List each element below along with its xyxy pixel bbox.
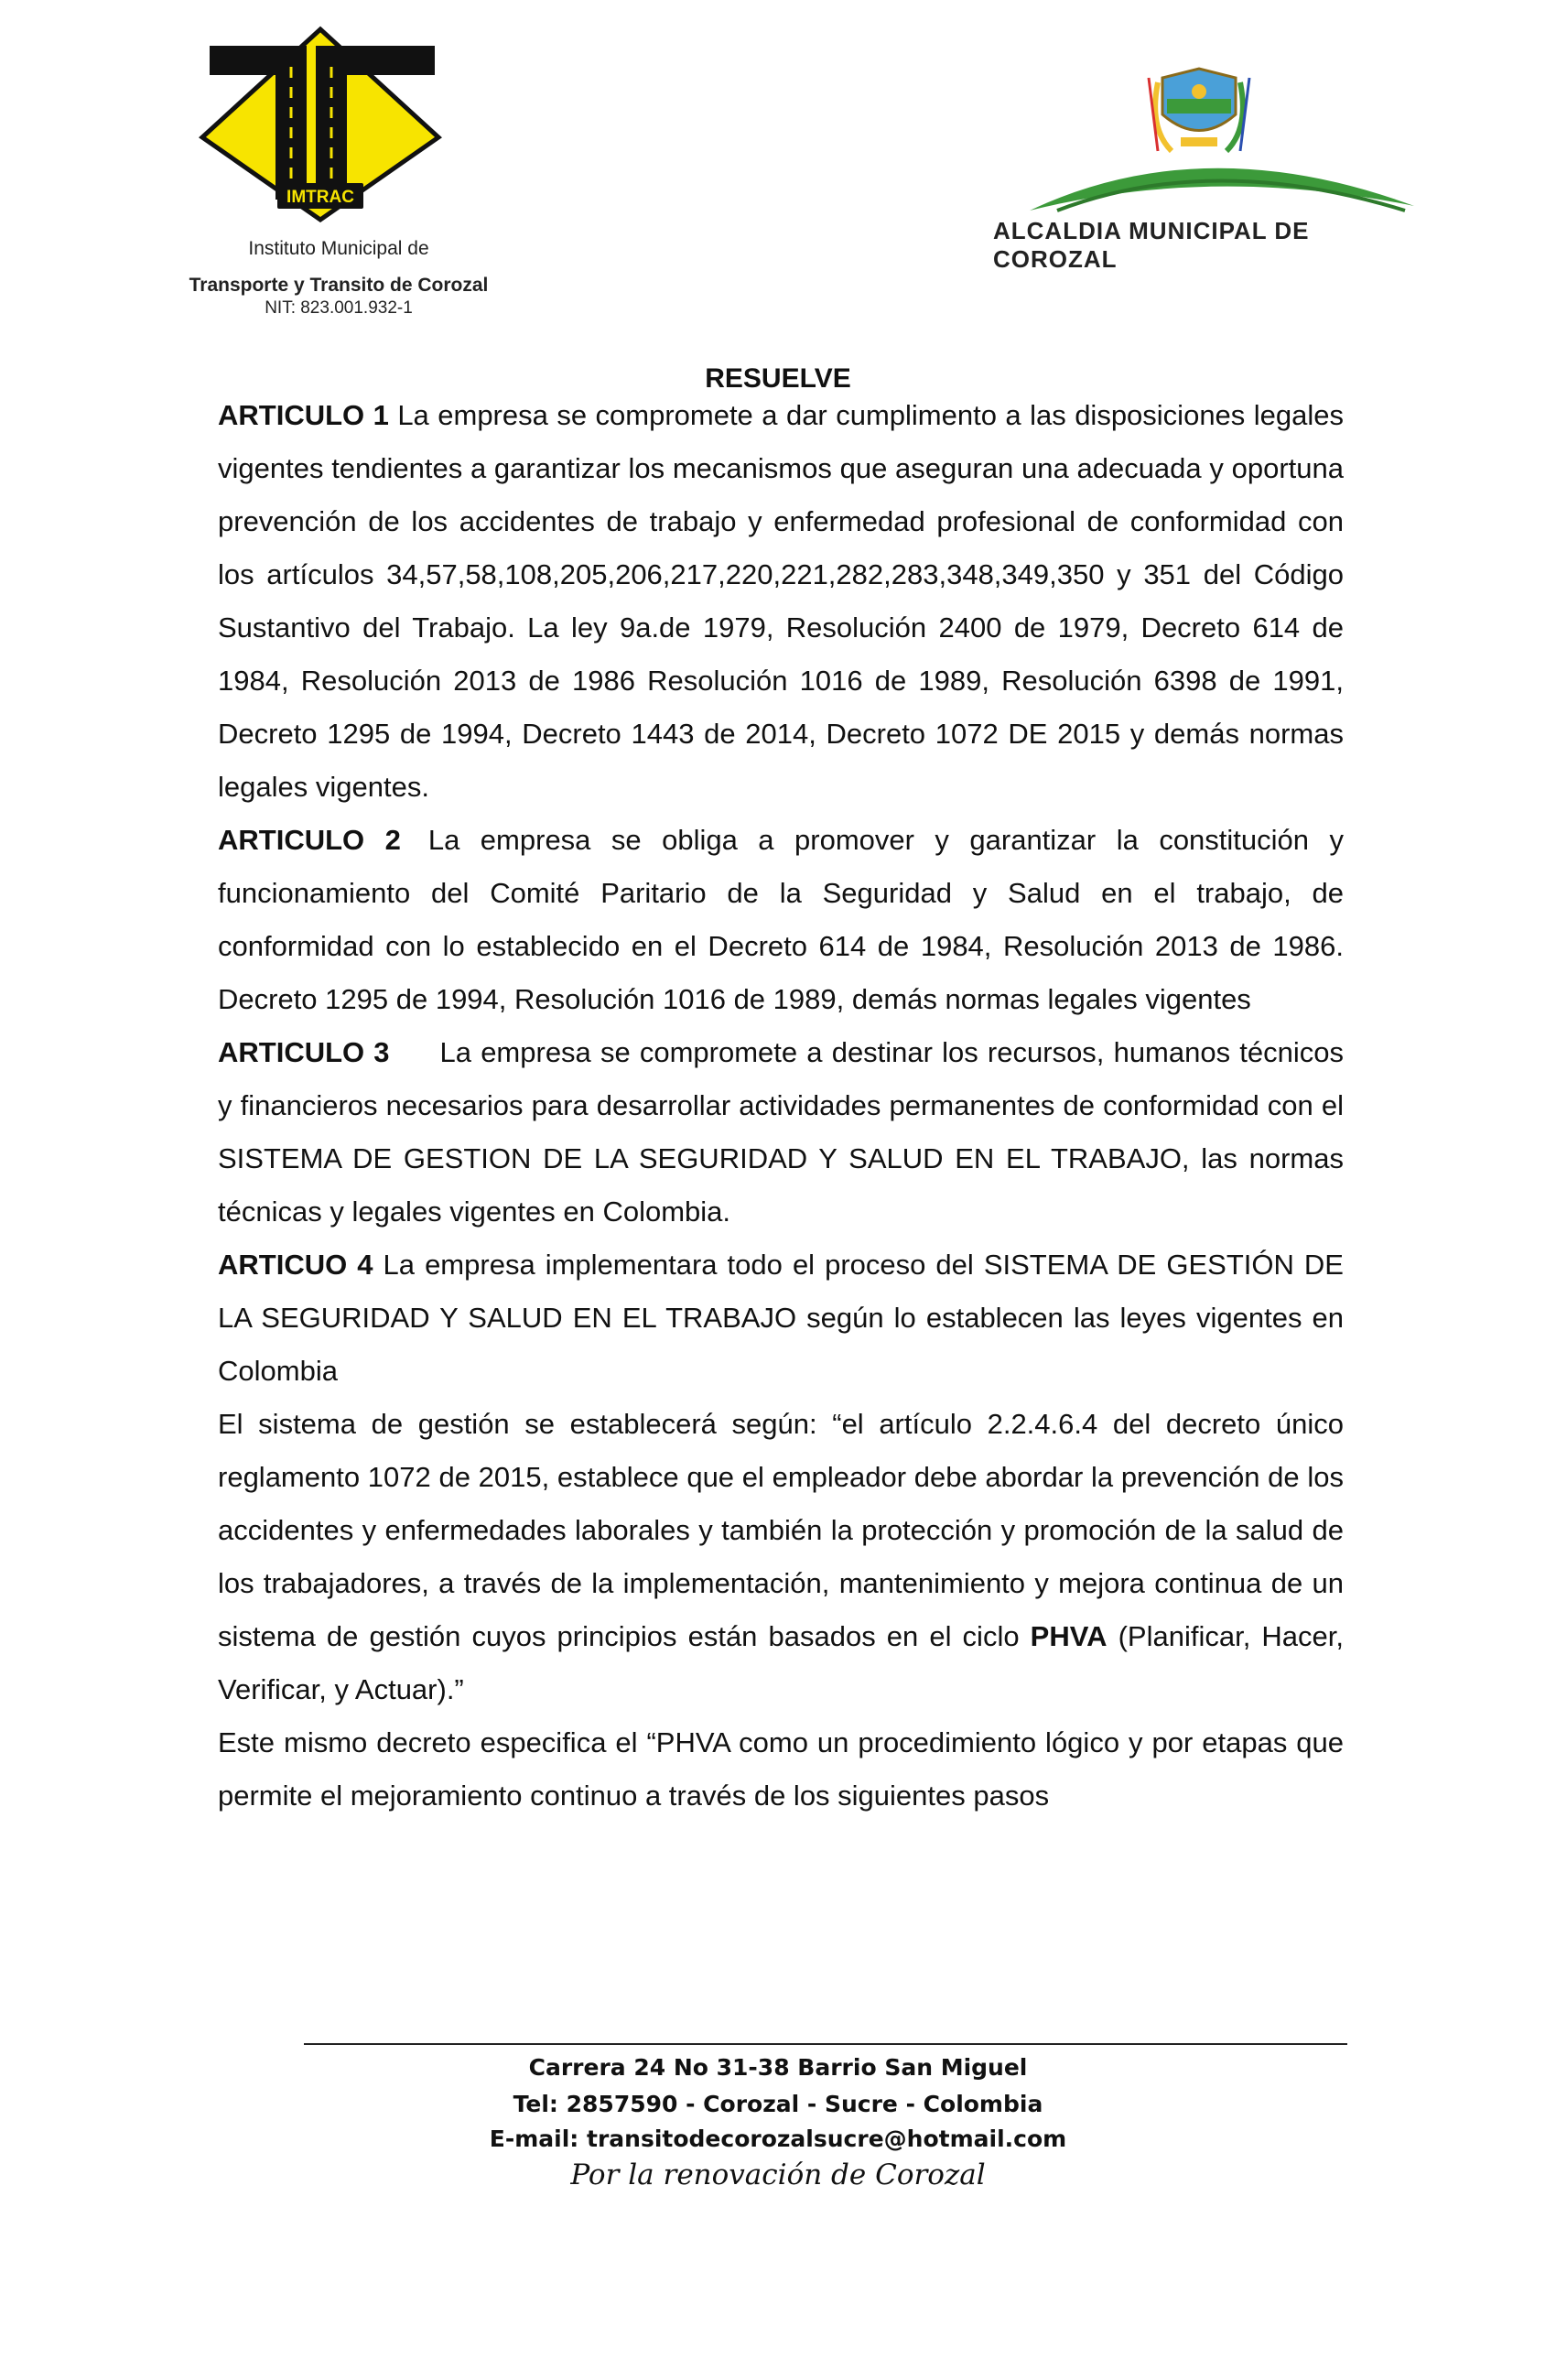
paragraph-phva-steps <box>218 1716 1344 1823</box>
imtrac-logo <box>197 26 444 222</box>
article-3 <box>218 1026 1344 1239</box>
footer-phone: Tel: 2857590 - Corozal - Sucre - Colombia <box>513 2091 1043 2117</box>
article-4-label: ARTICUO 4 <box>218 1249 373 1281</box>
document-body <box>218 389 1344 1823</box>
footer-address: Carrera 24 No 31-38 Barrio San Miguel <box>528 2054 1028 2081</box>
paragraph-2-text: Este mismo decreto especifica el “PHVA como un procedimiento lógico y por etapas que permite el mejoramiento continuo a través de los siguientes pasos <box>218 1726 1344 1812</box>
paragraph-1-tail: (Planificar, Hacer, Verificar, y Actuar).” <box>218 1620 1344 1705</box>
footer-divider <box>304 2043 1347 2045</box>
institute-nit: NIT: 823.001.932-1 <box>265 298 413 318</box>
footer-slogan: Por la renovación de Corozal <box>570 2158 986 2191</box>
article-1 <box>218 389 1344 814</box>
paragraph-1-text: El sistema de gestión se establecerá según: “el artículo 2.2.4.6.4 del decreto único reglamento 1072 de 2015, establece que el empleador debe abordar la prevención de los accidentes y enfermedades laborales y también la protección y promoción de la salud de los trabajadores, a través de la implementación, mantenimiento y mejora continua de un sistema de gestión cuyos principios están basados en el ciclo <box>218 1408 1344 1652</box>
institute-name-line2: Transporte y Transito de Corozal <box>189 275 489 296</box>
alcaldia-name: ALCALDIA MUNICIPAL DE COROZAL <box>993 217 1310 273</box>
logo-text: IMTRAC <box>286 188 354 207</box>
document-title: RESUELVE <box>705 363 851 394</box>
alcaldia-coat-of-arms <box>1021 64 1423 220</box>
article-3-label: ARTICULO 3 <box>218 1036 390 1068</box>
article-4-text: La empresa implementara todo el proceso del SISTEMA DE GESTIÓN DE LA SEGURIDAD Y SALUD EN EL TRABAJO según lo establecen las leyes vigentes en Colombia <box>218 1249 1344 1387</box>
article-2 <box>218 814 1344 1026</box>
article-1-text: La empresa se compromete a dar cumplimento a las disposiciones legales vigentes tendientes a garantizar los mecanismos que aseguran una adecuada y oportuna prevención de los accidentes de trabajo y enfermedad profesional de conformidad con los artículos 34,57,58,108,205,206,217,220,221,282,283,348,349,350 y 351 del Código Sustantivo del Trabajo. La ley 9a.de 1979, Resolución 2400 de 1979, Decreto 614 de 1984, Resolución 2013 de 1986 Resolución 1016 de 1989, Resolución 6398 de 1991, Decreto 1295 de 1994, Decreto 1443 de 2014, Decreto 1072 DE 2015 y demás normas legales vigentes. <box>218 399 1344 803</box>
paragraph-phva-intro <box>218 1398 1344 1716</box>
article-3-text: La empresa se compromete a destinar los recursos, humanos técnicos y financieros necesarios para desarrollar actividades permanentes de conformidad con el SISTEMA DE GESTION DE LA SEGURIDAD Y SALUD EN EL TRABAJO, las normas técnicas y legales vigentes en Colombia. <box>218 1036 1344 1228</box>
article-2-label: ARTICULO 2 <box>218 824 401 856</box>
institute-name-line1: Instituto Municipal de <box>248 238 429 259</box>
article-4 <box>218 1239 1344 1398</box>
article-2-text: La empresa se obliga a promover y garantizar la constitución y funcionamiento del Comité Paritario de la Seguridad y Salud en el trabajo, de conformidad con lo establecido en el Decreto 614 de 1984, Resolución 2013 de 1986. Decreto 1295 de 1994, Resolución 1016 de 1989, demás normas legales vigentes <box>218 824 1344 1015</box>
phva-bold: PHVA <box>1030 1620 1108 1652</box>
footer-email: E-mail: transitodecorozalsucre@hotmail.com <box>489 2126 1067 2152</box>
article-1-label: ARTICULO 1 <box>218 399 389 431</box>
